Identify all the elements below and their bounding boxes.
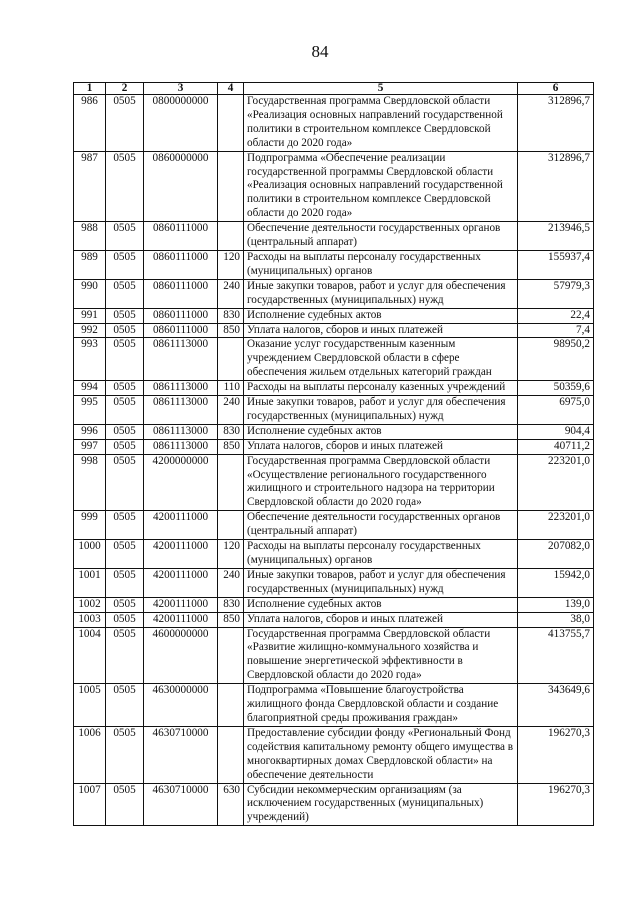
section-code: 0505 — [106, 540, 144, 569]
table-row — [74, 308, 594, 323]
target-article-code: 4200000000 — [144, 454, 218, 511]
row-number: 1005 — [74, 684, 106, 727]
section-code: 0505 — [106, 783, 144, 826]
table-row — [74, 424, 594, 439]
section-code: 0505 — [106, 454, 144, 511]
section-code: 0505 — [106, 151, 144, 222]
expense-name: Государственная программа Свердловской области «Развитие жилищно-коммунального хозяйства и повышение энергетической эффективности в Свердловской области до 2020 года» — [244, 627, 518, 684]
section-code: 0505 — [106, 222, 144, 251]
table-body — [74, 95, 594, 826]
column-header-4: 4 — [218, 83, 244, 95]
row-number: 995 — [74, 396, 106, 425]
column-header-6: 6 — [518, 83, 594, 95]
expense-type-code — [218, 684, 244, 727]
amount-value: 155937,4 — [518, 250, 594, 279]
target-article-code: 0861113000 — [144, 424, 218, 439]
target-article-code: 4200111000 — [144, 612, 218, 627]
table-row — [74, 511, 594, 540]
expense-name: Подпрограмма «Обеспечение реализации государственной программы Свердловской области «Реализация основных направлений государственной политики в строительном комплексе Свердловской области до 2020 года» — [244, 151, 518, 222]
table-row — [74, 684, 594, 727]
amount-value: 98950,2 — [518, 338, 594, 381]
column-header-3: 3 — [144, 83, 218, 95]
expense-type-code: 240 — [218, 279, 244, 308]
expense-type-code — [218, 511, 244, 540]
table-row — [74, 222, 594, 251]
expense-type-code: 830 — [218, 597, 244, 612]
section-code: 0505 — [106, 612, 144, 627]
row-number: 991 — [74, 308, 106, 323]
table-row — [74, 250, 594, 279]
expense-type-code: 240 — [218, 568, 244, 597]
section-code: 0505 — [106, 726, 144, 783]
expense-type-code: 850 — [218, 612, 244, 627]
row-number: 997 — [74, 439, 106, 454]
amount-value: 40711,2 — [518, 439, 594, 454]
expense-type-code: 850 — [218, 323, 244, 338]
section-code: 0505 — [106, 95, 144, 152]
amount-value: 57979,3 — [518, 279, 594, 308]
expense-name: Обеспечение деятельности государственных органов (центральный аппарат) — [244, 511, 518, 540]
table-row — [74, 338, 594, 381]
row-number: 998 — [74, 454, 106, 511]
amount-value: 50359,6 — [518, 381, 594, 396]
amount-value: 7,4 — [518, 323, 594, 338]
target-article-code: 0861113000 — [144, 381, 218, 396]
section-code: 0505 — [106, 323, 144, 338]
amount-value: 213946,5 — [518, 222, 594, 251]
expense-type-code: 830 — [218, 308, 244, 323]
amount-value: 38,0 — [518, 612, 594, 627]
amount-value: 15942,0 — [518, 568, 594, 597]
section-code: 0505 — [106, 424, 144, 439]
expense-type-code — [218, 338, 244, 381]
target-article-code: 0860111000 — [144, 279, 218, 308]
target-article-code: 0861113000 — [144, 439, 218, 454]
expense-name: Иные закупки товаров, работ и услуг для обеспечения государственных (муниципальных) нужд — [244, 568, 518, 597]
amount-value: 6975,0 — [518, 396, 594, 425]
table-row — [74, 783, 594, 826]
expense-name: Государственная программа Свердловской области «Реализация основных направлений государственной политики в строительном комплексе Свердловской области до 2020 года» — [244, 95, 518, 152]
expense-name: Иные закупки товаров, работ и услуг для обеспечения государственных (муниципальных) нужд — [244, 279, 518, 308]
target-article-code: 4200111000 — [144, 511, 218, 540]
column-header-5: 5 — [244, 83, 518, 95]
target-article-code: 4200111000 — [144, 540, 218, 569]
table-row — [74, 612, 594, 627]
section-code: 0505 — [106, 279, 144, 308]
row-number: 1003 — [74, 612, 106, 627]
row-number: 986 — [74, 95, 106, 152]
expense-type-code — [218, 95, 244, 152]
column-header-2: 2 — [106, 83, 144, 95]
amount-value: 343649,6 — [518, 684, 594, 727]
section-code: 0505 — [106, 627, 144, 684]
section-code: 0505 — [106, 381, 144, 396]
target-article-code: 0860111000 — [144, 222, 218, 251]
table-row — [74, 627, 594, 684]
amount-value: 904,4 — [518, 424, 594, 439]
table-row — [74, 726, 594, 783]
target-article-code: 0860000000 — [144, 151, 218, 222]
row-number: 992 — [74, 323, 106, 338]
expense-name: Уплата налогов, сборов и иных платежей — [244, 439, 518, 454]
section-code: 0505 — [106, 396, 144, 425]
expense-name: Подпрограмма «Повышение благоустройства жилищного фонда Свердловской области и создание благоприятной среды проживания граждан» — [244, 684, 518, 727]
amount-value: 207082,0 — [518, 540, 594, 569]
amount-value: 196270,3 — [518, 783, 594, 826]
row-number: 993 — [74, 338, 106, 381]
expense-type-code: 120 — [218, 540, 244, 569]
budget-table — [73, 82, 594, 826]
expense-type-code — [218, 151, 244, 222]
row-number: 1000 — [74, 540, 106, 569]
section-code: 0505 — [106, 684, 144, 727]
row-number: 988 — [74, 222, 106, 251]
table-row — [74, 439, 594, 454]
table-row — [74, 540, 594, 569]
table-row — [74, 279, 594, 308]
target-article-code: 0861113000 — [144, 338, 218, 381]
expense-type-code — [218, 222, 244, 251]
table-row — [74, 381, 594, 396]
row-number: 999 — [74, 511, 106, 540]
table-row — [74, 454, 594, 511]
section-code: 0505 — [106, 250, 144, 279]
expense-name: Оказание услуг государственным казенным учреждением Свердловской области в сфере обеспечения жильем отдельных категорий граждан — [244, 338, 518, 381]
row-number: 1001 — [74, 568, 106, 597]
expense-name: Обеспечение деятельности государственных органов (центральный аппарат) — [244, 222, 518, 251]
expense-name: Исполнение судебных актов — [244, 308, 518, 323]
table-row — [74, 597, 594, 612]
amount-value: 413755,7 — [518, 627, 594, 684]
row-number: 989 — [74, 250, 106, 279]
expense-name: Субсидии некоммерческим организациям (за исключением государственных (муниципальных) учреждений) — [244, 783, 518, 826]
target-article-code: 4200111000 — [144, 568, 218, 597]
table-row — [74, 323, 594, 338]
expense-type-code — [218, 454, 244, 511]
target-article-code: 4200111000 — [144, 597, 218, 612]
table-row — [74, 95, 594, 152]
expense-name: Уплата налогов, сборов и иных платежей — [244, 612, 518, 627]
row-number: 990 — [74, 279, 106, 308]
row-number: 1004 — [74, 627, 106, 684]
target-article-code: 4600000000 — [144, 627, 218, 684]
amount-value: 196270,3 — [518, 726, 594, 783]
table-row — [74, 396, 594, 425]
target-article-code: 0860111000 — [144, 323, 218, 338]
target-article-code: 0860111000 — [144, 308, 218, 323]
expense-type-code: 120 — [218, 250, 244, 279]
target-article-code: 0861113000 — [144, 396, 218, 425]
section-code: 0505 — [106, 439, 144, 454]
expense-name: Расходы на выплаты персоналу государственных (муниципальных) органов — [244, 540, 518, 569]
section-code: 0505 — [106, 511, 144, 540]
target-article-code: 4630000000 — [144, 684, 218, 727]
row-number: 996 — [74, 424, 106, 439]
page-number: 84 — [311, 42, 329, 61]
amount-value: 223201,0 — [518, 454, 594, 511]
amount-value: 139,0 — [518, 597, 594, 612]
section-code: 0505 — [106, 338, 144, 381]
expense-name: Уплата налогов, сборов и иных платежей — [244, 323, 518, 338]
table-header-row — [74, 83, 594, 95]
section-code: 0505 — [106, 568, 144, 597]
column-header-1: 1 — [74, 83, 106, 95]
expense-type-code: 850 — [218, 439, 244, 454]
expense-name: Исполнение судебных актов — [244, 424, 518, 439]
expense-type-code — [218, 627, 244, 684]
row-number: 1002 — [74, 597, 106, 612]
row-number: 994 — [74, 381, 106, 396]
expense-name: Государственная программа Свердловской области «Осуществление регионального государственного жилищного и строительного надзора на территории Свердловской области до 2020 года» — [244, 454, 518, 511]
amount-value: 22,4 — [518, 308, 594, 323]
target-article-code: 4630710000 — [144, 783, 218, 826]
expense-name: Расходы на выплаты персоналу государственных (муниципальных) органов — [244, 250, 518, 279]
row-number: 987 — [74, 151, 106, 222]
expense-name: Иные закупки товаров, работ и услуг для обеспечения государственных (муниципальных) нужд — [244, 396, 518, 425]
expense-name: Расходы на выплаты персоналу казенных учреждений — [244, 381, 518, 396]
amount-value: 223201,0 — [518, 511, 594, 540]
target-article-code: 4630710000 — [144, 726, 218, 783]
table-row — [74, 568, 594, 597]
row-number: 1007 — [74, 783, 106, 826]
target-article-code: 0800000000 — [144, 95, 218, 152]
target-article-code: 0860111000 — [144, 250, 218, 279]
amount-value: 312896,7 — [518, 95, 594, 152]
expense-name: Исполнение судебных актов — [244, 597, 518, 612]
section-code: 0505 — [106, 597, 144, 612]
expense-type-code: 110 — [218, 381, 244, 396]
section-code: 0505 — [106, 308, 144, 323]
table-row — [74, 151, 594, 222]
expense-type-code — [218, 726, 244, 783]
expense-type-code: 830 — [218, 424, 244, 439]
expense-type-code: 240 — [218, 396, 244, 425]
amount-value: 312896,7 — [518, 151, 594, 222]
expense-type-code: 630 — [218, 783, 244, 826]
row-number: 1006 — [74, 726, 106, 783]
expense-name: Предоставление субсидии фонду «Региональный Фонд содействия капитальному ремонту общего имущества в многоквартирных домах Свердловской области» на обеспечение деятельности — [244, 726, 518, 783]
